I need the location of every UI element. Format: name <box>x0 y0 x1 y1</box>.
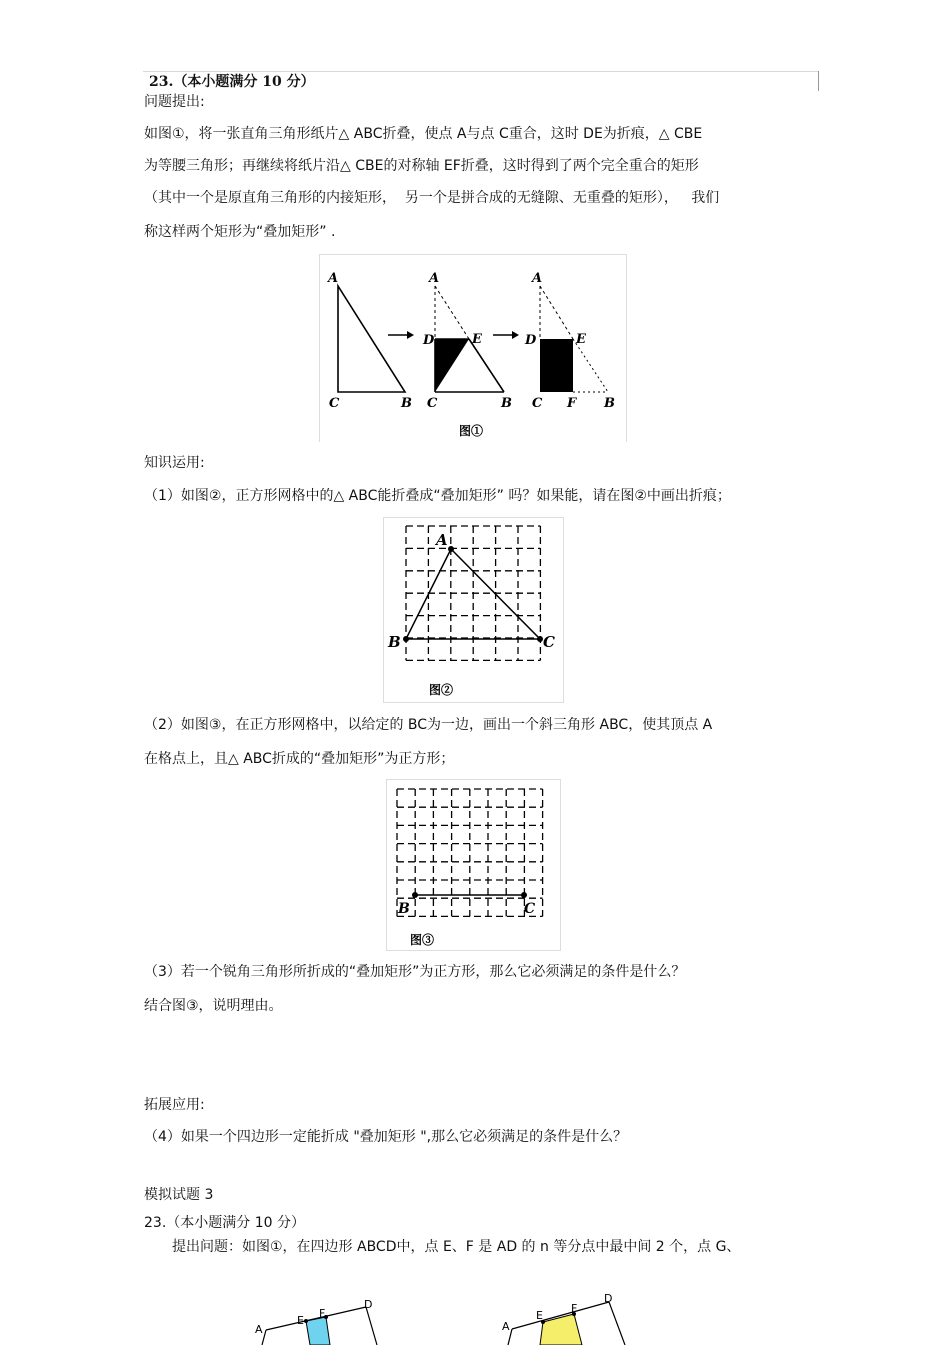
question-2-line-1: （2）如图③，在正方形网格中，以给定的 BC为一边，画出一个斜三角形 ABC，使其顶点 A <box>144 717 713 733</box>
label-d-fig4-right: D <box>604 1292 613 1305</box>
label-c-grid: C <box>543 633 555 651</box>
label-f-3: F <box>567 396 577 411</box>
label-c-3: C <box>532 396 543 411</box>
question-3-line-2: 结合图③，说明理由。 <box>144 998 283 1014</box>
figure-3-caption: 图③ <box>410 933 435 947</box>
sim-intro: 提出问题：如图①，在四边形 ABCD中，点 E、F 是 AD 的 n 等分点中最中间 2 个，点 G、 <box>172 1239 741 1255</box>
label-b: B <box>401 396 412 411</box>
label-c-fig3: C <box>524 901 536 917</box>
paragraph-line-1: 如图①，将一张直角三角形纸片△ ABC折叠，使点 A与点 C重合，这时 DE为折痕，△ CBE <box>144 126 703 142</box>
question-3-line-1: （3）若一个锐角三角形所折成的“叠加矩形”为正方形，那么它必须满足的条件是什么？ <box>144 964 686 980</box>
sim-title: 模拟试题 3 <box>144 1187 214 1203</box>
label-e-3: E <box>576 332 586 347</box>
label-a-fig4-left: A <box>255 1323 263 1336</box>
label-a-grid: A <box>436 531 448 549</box>
label-b-3: B <box>604 396 615 411</box>
label-d-2: D <box>423 333 435 348</box>
figure-2-caption: 图② <box>429 683 454 697</box>
figure-1-caption: 图① <box>459 424 484 438</box>
label-b-fig3: B <box>398 901 410 917</box>
label-c-2: C <box>427 396 438 411</box>
arrow-icon <box>407 331 414 339</box>
figure-3 <box>386 779 561 951</box>
label-b-2: B <box>501 396 512 411</box>
label-e-fig4-right: E <box>536 1309 543 1322</box>
paragraph-line-3: （其中一个是原直角三角形的内接矩形， 另一个是拼合成的无缝隙、无重叠的矩形）， 我们 <box>144 190 720 206</box>
section-heading-application: 知识运用: <box>144 455 205 471</box>
label-d-3: D <box>525 333 537 348</box>
section-heading-problem: 问题提出: <box>144 94 205 110</box>
label-a-2: A <box>429 271 440 286</box>
section-heading-extension: 拓展应用: <box>144 1097 205 1113</box>
label-f-fig4-left: F <box>319 1307 326 1320</box>
label-b-grid: B <box>388 633 401 651</box>
question-2-line-2: 在格点上，且△ ABC折成的“叠加矩形”为正方形； <box>144 751 455 767</box>
figure-4 <box>240 1288 640 1345</box>
label-a-fig4-right: A <box>502 1320 510 1333</box>
label-a: A <box>328 271 339 286</box>
label-d-fig4-left: D <box>364 1298 373 1311</box>
header-rule <box>143 71 819 72</box>
label-e-2: E <box>472 332 482 347</box>
arrow-icon <box>512 331 519 339</box>
paragraph-line-4: 称这样两个矩形为“叠加矩形” . <box>144 224 336 240</box>
question-header: 23.（本小题满分 10 分） <box>149 74 315 90</box>
label-a-3: A <box>532 271 543 286</box>
figure-1 <box>319 254 627 442</box>
question-1: （1）如图②，正方形网格中的△ ABC能折叠成“叠加矩形” 吗？如果能，请在图②中画出折痕； <box>144 488 731 504</box>
header-tick <box>818 71 819 91</box>
label-e-fig4-left: E <box>297 1314 304 1327</box>
triangle-abc <box>338 286 405 392</box>
sim-question-header: 23.（本小题满分 10 分） <box>144 1215 305 1231</box>
figure-2 <box>383 517 564 703</box>
label-c: C <box>329 396 340 411</box>
label-f-fig4-right: F <box>571 1302 578 1315</box>
question-4: （4）如果一个四边形一定能折成 "叠加矩形 ",那么它必须满足的条件是什么？ <box>144 1129 628 1145</box>
paragraph-line-2: 为等腰三角形；再继续将纸片沿△ CBE的对称轴 EF折叠，这时得到了两个完全重合的矩形 <box>144 158 699 174</box>
